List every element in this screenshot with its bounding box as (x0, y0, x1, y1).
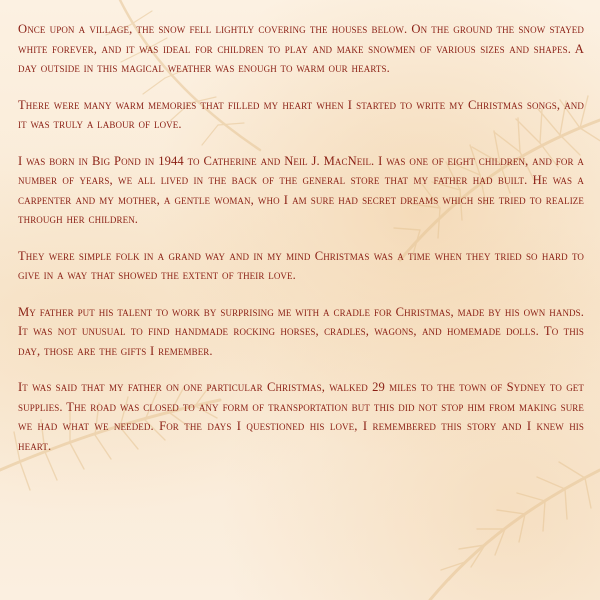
story-text (18, 20, 584, 473)
paragraph-walk: It was said that my father on one particular Christmas, walked 29 miles to the town of Sydney to get supplies. The road was closed to any form of transportation but this did not stop him from making sure we had what we needed. For the days I questioned his love, I remembered this story and I knew his heart. (18, 380, 584, 453)
paragraph-simple-folk: They were simple folk in a grand way and in my mind Christmas was a time when they tried so hard to give in a way that showed the extent of their love. (18, 248, 584, 282)
paragraph-birth: I was born in Big Pond in 1944 to Catherine and Neil J. MacNeil. I was one of eight children, and for a number of years, we all lived in the back of the general store that my father had built. He was a carpenter and my mother, a gentle woman, who I am sure had secret dreams which she tried to realize through her children. (18, 153, 584, 226)
paragraph-cradle: My father put his talent to work by surprising me with a cradle for Christmas, made by his own hands. It was not unusual to find handmade rocking horses, cradles, wagons, and homemade dolls. To this day, those are the gifts I remember. (18, 304, 584, 358)
paragraph-village: Once upon a village, the snow fell lightly covering the houses below. On the ground the snow stayed white forever, and it was ideal for children to play and make snowmen of various sizes and shapes. A day outside in this magical weather was enough to warm our hearts. (18, 22, 584, 75)
paragraph-memories: There were many warm memories that filled my heart when I started to write my Christmas songs, and it was truly a labour of love. (18, 97, 584, 131)
